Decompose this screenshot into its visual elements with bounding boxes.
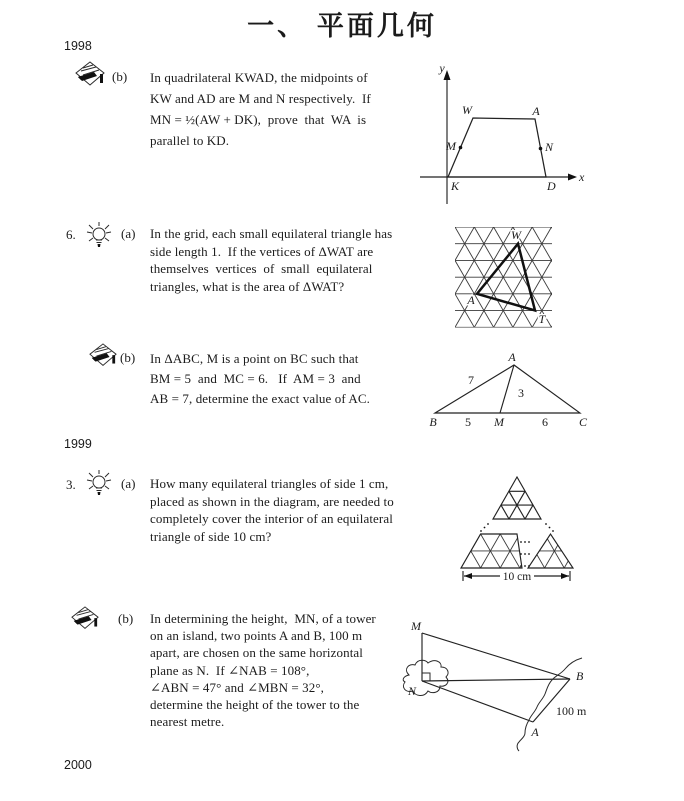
problem-text [150,349,370,409]
distance-label: 100 m [556,704,587,718]
problem-line: In quadrilateral KWAD, the midpoints of [150,70,368,85]
problem-line: on an island, two points A and B, 100 m [150,628,363,644]
problem-line: MN = ½(AW + DK), prove that WA is [150,112,367,127]
part-label: (b) [120,350,136,365]
part-label: (a) [121,476,136,491]
lightbulb-icon [84,220,114,252]
year-heading-1999: 1999 [64,437,92,451]
problem-text [150,67,371,151]
vertex-label-a: A [532,104,540,118]
part-label: (a) [121,226,136,241]
line-mb [422,633,570,679]
quadrilateral-kwad [448,118,546,177]
x-axis-arrow [568,174,577,181]
length-label-bm: 5 [465,415,471,429]
problem-line: placed as shown in the diagram, are needed to [150,493,394,509]
problem-line: completely cover the interior of an equilateral [150,511,393,526]
memo-pen-icon [88,343,118,371]
problem-number: 6. [66,227,76,242]
part-label: (b) [118,611,134,626]
triangular-grid [378,227,610,327]
vertex-label-w: W [511,228,521,242]
vertex-label-a: A [508,350,516,364]
problem-line: BM = 5 and MC = 6. If AM = 3 and [150,371,361,386]
length-label-mc: 6 [542,415,548,429]
problem-line: How many equilateral triangles of side 1 cm, [150,476,389,491]
problem-line: determine the height of the tower to the [150,697,360,713]
problem-line: plane as N. If ∠NAB = 108°, [150,662,310,678]
year-heading-1998: 1998 [64,39,92,53]
vertex-label-m: M [446,139,456,153]
measure-label: 10 cm [502,571,532,583]
problem-text [150,610,376,730]
vertex-label-c: C [578,415,588,429]
memo-pen-icon [74,61,106,91]
vertex-label-w: W [462,103,472,117]
problem-line: triangles, what is the area of ΔWAT? [150,278,345,294]
problem-number: 3. [66,477,76,492]
page-title: 一、 平面几何 [247,11,437,41]
line-nb [422,679,570,681]
triangle-grid-diagram [450,220,562,334]
point-label-n: N [407,684,417,698]
problem-line: themselves vertices of small equilateral [150,261,373,276]
point-label-a: A [531,725,539,739]
right-angle-mark [422,673,430,681]
covering-triangles-diagram [455,466,590,588]
lightbulb-icon [84,468,114,500]
vertex-label-b: B [429,415,437,429]
memo-pen-icon [70,606,100,634]
tower-diagram [395,603,660,753]
vertex-label-a: A [467,293,475,307]
midpoint-n-dot [539,147,543,151]
trapezoid-diagram [415,58,590,208]
problem-line: side length 1. If the vertices of ΔWAT are [150,243,374,259]
part-label: (b) [112,69,128,84]
axis-label-y: y [439,61,445,75]
vertex-label-d: D [547,179,556,193]
problem-line: AB = 7, determine the exact value of AC. [150,391,370,406]
problem-line: In the grid, each small equilateral triangle has [150,226,393,241]
vertex-label-k: K [451,179,460,193]
point-label-b: B [576,669,584,683]
problem-line: triangle of side 10 cm? [150,528,272,544]
midpoint-m-dot [459,146,463,150]
problem-line: parallel to KD. [150,133,230,148]
triangle-abc-diagram [425,348,595,430]
point-label-m: M [411,619,421,633]
problem-line: apart, are chosen on the same horizontal [150,645,363,661]
problem-text [150,475,394,545]
problem-line: KW and AD are M and N respectively. If [150,91,371,106]
problem-line: nearest metre. [150,714,225,730]
vertex-label-t: T [538,312,546,326]
line-na [422,681,533,722]
top-subdivided-triangle [493,477,541,519]
vertex-label-m: M [494,415,504,429]
problem-text [150,225,392,295]
problem-line: In ΔABC, M is a point on BC such that [150,351,359,366]
vertex-label-n: N [545,140,554,154]
axis-label-x: x [579,170,585,184]
problem-line: ∠ABN = 47° and ∠MBN = 32°, [150,679,325,695]
problem-line: In determining the height, MN, of a tower [150,611,376,626]
length-label-ab: 7 [468,373,474,387]
length-label-am: 3 [518,386,524,400]
year-heading-2000: 2000 [64,758,92,772]
